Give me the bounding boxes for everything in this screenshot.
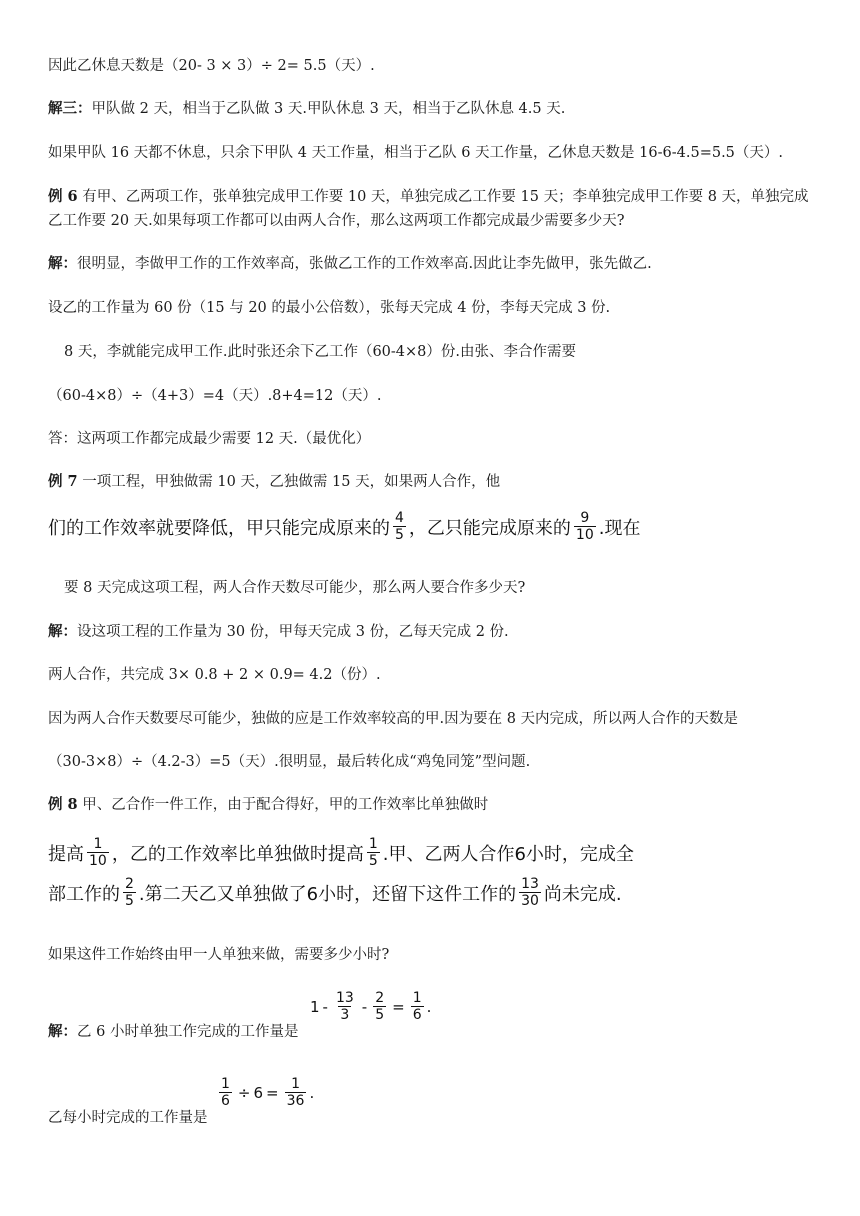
formula-text: 尚未完成. xyxy=(543,883,622,905)
example-7-formula-line xyxy=(48,510,640,543)
text-line-1: 因此乙休息天数是（20- 3 × 3）÷ 2= 5.5（天）. xyxy=(48,58,375,74)
formula-text: ，乙只能完成原来的 xyxy=(408,517,571,539)
text-line-18-body: 乙 6 小时单独工作完成的工作量是 xyxy=(77,1024,299,1040)
equals-sign: = xyxy=(266,1083,279,1102)
text-line-19: 乙每小时完成的工作量是 xyxy=(48,1110,208,1126)
example-6-paragraph xyxy=(48,185,818,233)
solution-label: 解： xyxy=(48,1023,77,1040)
text-line-14: 因为两人合作天数要尽可能少，独做的应是工作效率较高的甲.因为要在 8 天内完成，所以两人合作的天数是 xyxy=(48,711,739,727)
fraction: $\frac{1}{6}$ xyxy=(412,990,422,1023)
divide-sign: ÷ xyxy=(237,1083,251,1102)
formula-text: .第二天乙又单独做了6小时，还留下这件工作的 xyxy=(138,883,517,905)
formula-text: 们的工作效率就要降低，甲只能完成原来的 xyxy=(48,517,390,539)
text-line-12-body: 设这项工程的工作量为 30 份，甲每天完成 3 份，乙每天完成 2 份. xyxy=(77,624,509,640)
formula-text: ，乙的工作效率比单独做时提高 xyxy=(111,843,364,865)
minus-sign: - xyxy=(322,997,328,1016)
formula-text: .甲、乙两人合作6小时，完成全 xyxy=(382,843,634,865)
fraction: $\frac{1}{5}$ xyxy=(368,836,378,869)
solution-label: 解： xyxy=(48,623,77,640)
text-line-5-body: 很明显，李做甲工作的工作效率高，张做乙工作的工作效率高.因此让李先做甲，张先做乙. xyxy=(77,256,652,272)
example-8-body: 甲、乙合作一件工作，由于配合得好，甲的工作效率比单独做时 xyxy=(77,797,489,813)
text-line-15: （30-3×8）÷（4.2-3）=5（天）.很明显，最后转化成“鸡兔同笼”型问题. xyxy=(48,754,531,770)
solution-label: 解三： xyxy=(48,100,92,117)
equation-2 xyxy=(216,1076,314,1109)
equals-sign: = xyxy=(392,997,405,1016)
fraction: $\frac{2}{5}$ xyxy=(125,876,134,909)
fraction: $\frac{1}{10}$ xyxy=(89,836,107,869)
text-line-12 xyxy=(48,622,509,642)
text-line-3: 如果甲队 16 天都不休息，只余下甲队 4 天工作量，相当于乙队 6 天工作量，乙休息天数是 16-6-4.5=5.5（天）. xyxy=(48,145,784,161)
solution-label: 解： xyxy=(48,255,77,272)
fraction: $\frac{4}{5}$ xyxy=(395,510,404,543)
period: . xyxy=(309,1083,315,1102)
example-8-line xyxy=(48,795,488,815)
text-line-2 xyxy=(48,99,565,119)
equation-term: 6 xyxy=(253,1083,264,1102)
fraction: $\frac{1}{6}$ xyxy=(221,1076,230,1109)
answer-line: 答：这两项工作都完成最少需要 12 天.（最优化） xyxy=(48,431,371,447)
equation-1 xyxy=(310,990,431,1023)
fraction: $\frac{1}{36}$ xyxy=(286,1076,305,1109)
equation-term: 1 xyxy=(310,997,320,1016)
minus-sign: - xyxy=(361,997,368,1016)
text-line-2-body: 甲队做 2 天，相当于乙队做 3 天.甲队休息 3 天，相当于乙队休息 4.5 天. xyxy=(91,101,566,117)
fraction: $\frac{13}{30}$ xyxy=(521,876,539,909)
period: . xyxy=(426,997,432,1016)
text-line-18 xyxy=(48,1022,298,1042)
text-line-8: （60-4×8）÷（4+3）=4（天）.8+4=12（天）. xyxy=(48,388,382,404)
text-line-5 xyxy=(48,254,652,274)
fraction: $\frac{9}{10}$ xyxy=(575,510,594,543)
question-line: 如果这件工作始终由甲一人单独来做，需要多少小时? xyxy=(48,947,390,963)
text-line-11: 要 8 天完成这项工程，两人合作天数尽可能少，那么两人要合作多少天? xyxy=(64,580,526,596)
example-8-formula-line-1 xyxy=(48,836,634,869)
example-7-body: 一项工程，甲独做需 10 天，乙独做需 15 天，如果两人合作，他 xyxy=(77,474,501,490)
text-line-13: 两人合作，共完成 3× 0.8 + 2 × 0.9= 4.2（份）. xyxy=(48,667,381,683)
text-line-6: 设乙的工作量为 60 份（15 与 20 的最小公倍数），张每天完成 4 份，李每天完成 3 份. xyxy=(48,300,611,316)
example-8-label: 例 8 xyxy=(48,796,78,813)
example-8-formula-line-2 xyxy=(48,876,622,909)
fraction: $\frac{2}{5}$ xyxy=(375,990,385,1023)
example-6-label: 例 6 xyxy=(48,188,78,205)
formula-text: 部工作的 xyxy=(48,883,120,905)
text-line-7: 8 天，李就能完成甲工作.此时张还余下乙工作（60-4×8）份.由张、李合作需要 xyxy=(64,344,577,360)
fraction: $\frac{13}{3}$ xyxy=(335,990,354,1023)
formula-text: 提高 xyxy=(48,843,84,865)
example-6-body: 有甲、乙两项工作，张单独完成甲工作要 10 天，单独完成乙工作要 15 天；李单独完成甲工作要 8 天，单独完成乙工作要 20 天.如果每项工作都可以由两人合作，那么这两项工作都完成最少需要多少天? xyxy=(48,189,809,229)
example-7-label: 例 7 xyxy=(48,473,78,490)
example-7-line xyxy=(48,472,500,492)
formula-text: .现在 xyxy=(598,517,641,539)
